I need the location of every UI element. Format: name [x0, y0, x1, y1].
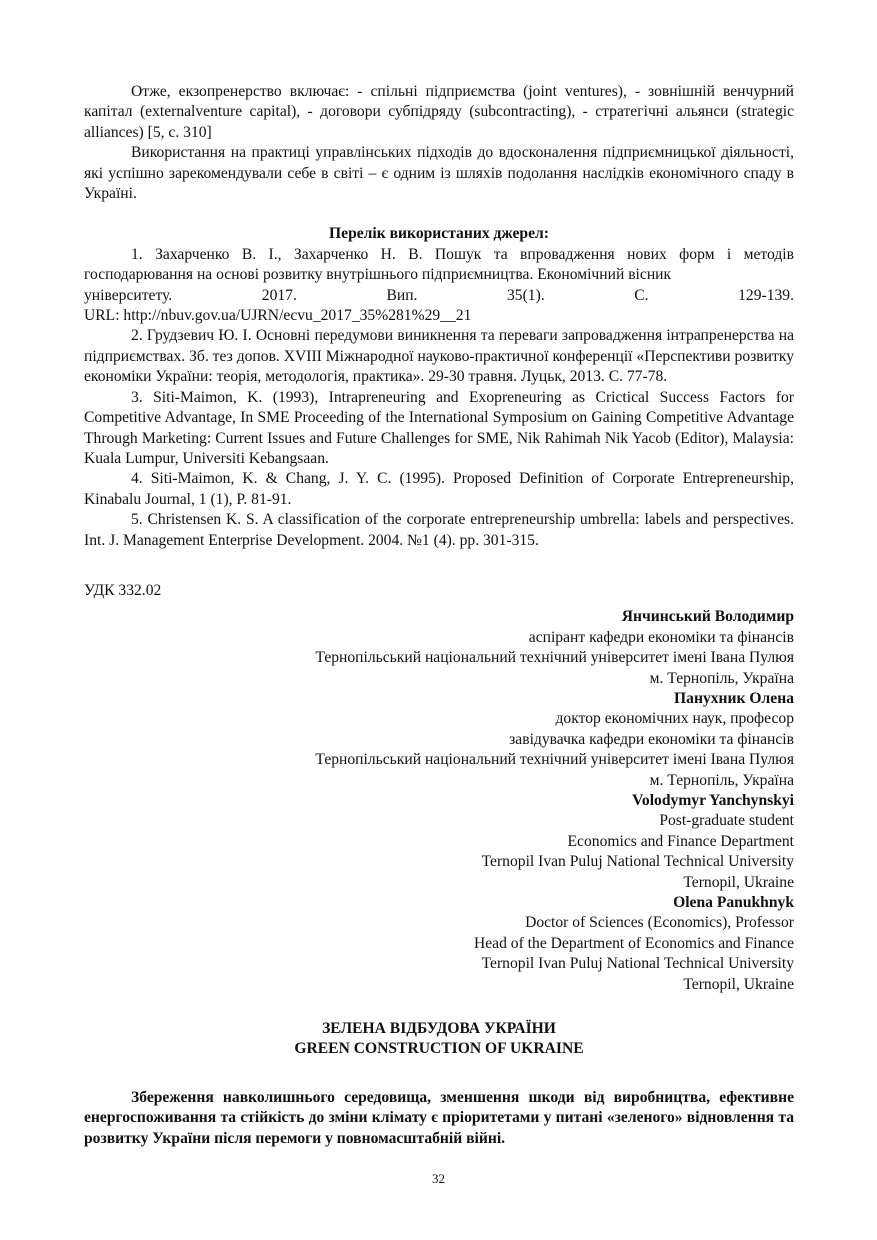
author-name: Olena Panukhnyk: [673, 894, 794, 912]
article-title-en: GREEN CONSTRUCTION OF UKRAINE: [294, 1040, 584, 1058]
reference-1: 1. Захарченко В. І., Захарченко Н. В. Пошук та впровадження нових форм і методів господарювання на основі розвитку внутрішнього підприємництва. Економічний вісник: [84, 245, 794, 284]
page-number: 32: [432, 1171, 445, 1186]
author-position: завідувачка кафедри економіки та фінансів: [509, 730, 794, 748]
author-location: м. Тернопіль, Україна: [649, 771, 794, 789]
author-location: Ternopil, Ukraine: [683, 975, 794, 993]
author-location: м. Тернопіль, Україна: [649, 669, 794, 687]
author-affiliation: Тернопільський національний технічний університет імені Івана Пулюя: [315, 649, 794, 667]
author-name: Янчинський Володимир: [621, 608, 794, 626]
references-list: [84, 245, 794, 551]
reference-4: 4. Siti-Maimon, K. & Chang, J. Y. C. (1995). Proposed Definition of Corporate Entrepreneurship, Kinabalu Journal, 1 (1), P. 81-91.: [84, 470, 794, 508]
udk-code: УДК 332.02: [84, 581, 162, 599]
reference-3: 3. Siti-Maimon, K. (1993), Intrapreneuring and Exopreneuring as Crictical Success Factors for Competitive Advantage, In SME Proceeding of the International Symposium on Gaining Competitive Advantage Through Marketing: Current Issues and Future Challenges for SME, Nik Rahimah Nik Yacob (Editor), Malaysia: Kuala Lumpur, Universiti Kebangsaan.: [84, 388, 794, 467]
abstract-paragraph: Збереження навколишнього середовища, зменшення шкоди від виробництва, ефективне енергоспоживання та стійкість до зміни клімату є пріоритетами у питані «зеленого» відновлення та розвитку України після перемоги у повномасштабній війні.: [84, 1088, 794, 1147]
intro-paragraph-1: Отже, екзопренерство включає: - спільні підприємства (joint ventures), - зовнішній венчурний капітал (externalventure capital), - договори субпідряду (subcontracting), - стратегічні альянси (strategic alliances) [5, с. 310]: [84, 83, 794, 141]
author-position: Doctor of Sciences (Economics), Professor: [525, 914, 794, 932]
reference-1-details: університету. 2017. Вип. 35(1). С. 129-139.: [84, 286, 794, 304]
article-title: [84, 1019, 794, 1060]
document-page: [84, 82, 794, 1149]
author-block: [84, 607, 794, 995]
author-name: Volodymyr Yanchynskyi: [632, 792, 794, 809]
reference-5: 5. Christensen K. S. A classification of the corporate entrepreneurship umbrella: labels and perspectives. Int. J. Management Enterprise Development. 2004. №1 (4). pp. 301-315.: [84, 511, 794, 549]
author-department: Economics and Finance Department: [567, 832, 794, 850]
reference-2: 2. Грудзевич Ю. І. Основні передумови виникнення та переваги запровадження інтрапренерства на підприємствах. Зб. тез допов. XVIII Міжнародної науково-практичної конференції «Перспективи розвитку економіки України: теорія, методологія, практика». 29-30 травня. Луцьк, 2013. С. 77-78.: [84, 327, 794, 386]
author-affiliation: Тернопільський національний технічний університет імені Івана Пулюя: [315, 751, 794, 769]
author-department: Head of the Department of Economics and Finance: [474, 934, 794, 952]
author-name: Панухник Олена: [674, 689, 794, 707]
article-title-ua: ЗЕЛЕНА ВІДБУДОВА УКРАЇНИ: [322, 1020, 556, 1038]
author-location: Ternopil, Ukraine: [683, 873, 794, 891]
author-affiliation: Ternopil Ivan Puluj National Technical University: [481, 853, 794, 871]
reference-1-url: URL: http://nbuv.gov.ua/UJRN/ecvu_2017_35%281%29__21: [84, 307, 472, 325]
author-position: аспірант кафедри економіки та фінансів: [528, 628, 794, 646]
author-position: доктор економічних наук, професор: [555, 710, 794, 728]
author-affiliation: Ternopil Ivan Puluj National Technical University: [481, 955, 794, 973]
author-position: Post-graduate student: [659, 812, 794, 830]
references-heading: Перелік використаних джерел:: [329, 225, 549, 243]
intro-paragraph-2: Використання на практиці управлінських підходів до вдосконалення підприємницької діяльності, які успішно зарекомендували себе в світі – є одним із шляхів подолання наслідків економічного спаду в Україні.: [84, 144, 794, 203]
